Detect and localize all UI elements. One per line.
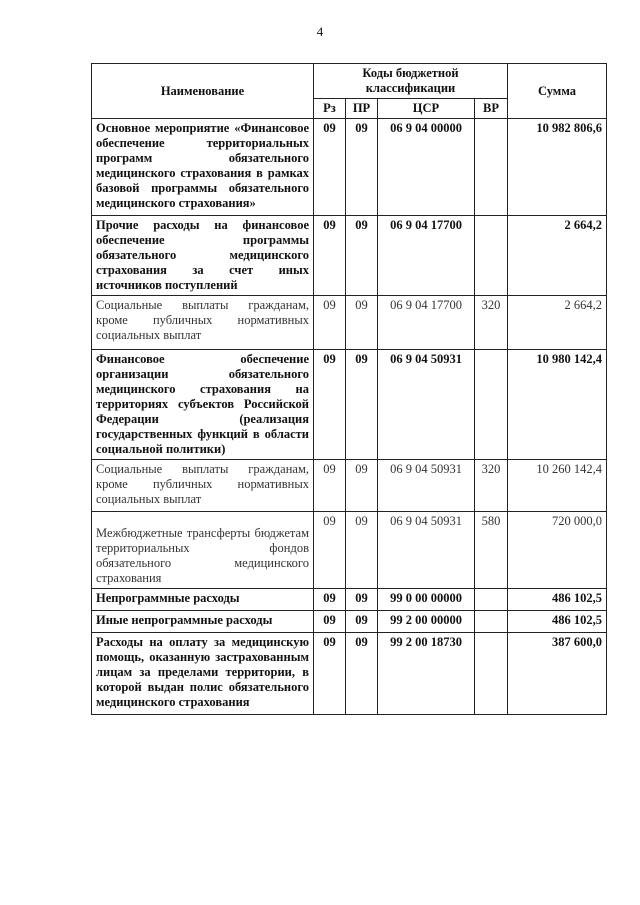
- header-row: [92, 64, 607, 99]
- row-pr: 09: [346, 633, 378, 715]
- row-vr: [475, 216, 508, 296]
- row-sum: 486 102,5: [508, 611, 607, 633]
- row-sum: 10 980 142,4: [508, 350, 607, 460]
- row-csr: 06 9 04 50931: [378, 512, 475, 589]
- row-sum: 720 000,0: [508, 512, 607, 589]
- row-rz: 09: [314, 633, 346, 715]
- row-vr: 580: [475, 512, 508, 589]
- table-row: [92, 633, 607, 715]
- row-sum: 486 102,5: [508, 589, 607, 611]
- row-rz: 09: [314, 589, 346, 611]
- table-row: [92, 611, 607, 633]
- row-name: Основное мероприятие «Финансовое обеспечение территориальных программ обязательного медицинского страхования в рамках базовой программы обязательного медицинского страхования»: [92, 119, 314, 216]
- row-sum: 2 664,2: [508, 216, 607, 296]
- row-pr: 09: [346, 216, 378, 296]
- row-rz: 09: [314, 512, 346, 589]
- header-sum: Сумма: [508, 64, 607, 119]
- page-number: 4: [316, 24, 324, 39]
- row-rz: 09: [314, 216, 346, 296]
- row-sum: 10 982 806,6: [508, 119, 607, 216]
- row-sum: 387 600,0: [508, 633, 607, 715]
- row-csr: 06 9 04 17700: [378, 216, 475, 296]
- row-name: Межбюджетные трансферты бюджетам территориальных фондов обязательного медицинского страхования: [92, 512, 314, 589]
- row-name: Расходы на оплату за медицинскую помощь, оказанную застрахованным лицам за пределами территории, в которой выдан полис обязательного медицинского страхования: [92, 633, 314, 715]
- row-pr: 09: [346, 119, 378, 216]
- table-row: [92, 460, 607, 512]
- header-name: Наименование: [92, 64, 314, 119]
- row-csr: 99 2 00 00000: [378, 611, 475, 633]
- row-vr: [475, 350, 508, 460]
- row-vr: 320: [475, 460, 508, 512]
- row-rz: 09: [314, 119, 346, 216]
- row-pr: 09: [346, 460, 378, 512]
- table-row: [92, 350, 607, 460]
- row-pr: 09: [346, 350, 378, 460]
- row-rz: 09: [314, 296, 346, 350]
- header-vr: ВР: [475, 99, 508, 119]
- table-row: [92, 296, 607, 350]
- row-vr: [475, 633, 508, 715]
- row-name: Иные непрограммные расходы: [92, 611, 314, 633]
- row-rz: 09: [314, 350, 346, 460]
- row-csr: 06 9 04 50931: [378, 350, 475, 460]
- header-rz: Рз: [314, 99, 346, 119]
- row-vr: 320: [475, 296, 508, 350]
- table-row: [92, 589, 607, 611]
- row-csr: 06 9 04 00000: [378, 119, 475, 216]
- header-codes: Коды бюджетной классификации: [314, 64, 508, 99]
- row-vr: [475, 119, 508, 216]
- row-rz: 09: [314, 611, 346, 633]
- table-row: [92, 119, 607, 216]
- row-sum: 2 664,2: [508, 296, 607, 350]
- row-csr: 06 9 04 50931: [378, 460, 475, 512]
- row-pr: 09: [346, 296, 378, 350]
- row-rz: 09: [314, 460, 346, 512]
- budget-table: [91, 63, 607, 715]
- header-csr: ЦСР: [378, 99, 475, 119]
- row-pr: 09: [346, 512, 378, 589]
- row-name: Непрограммные расходы: [92, 589, 314, 611]
- row-sum: 10 260 142,4: [508, 460, 607, 512]
- row-pr: 09: [346, 589, 378, 611]
- row-vr: [475, 589, 508, 611]
- table-row: [92, 512, 607, 589]
- row-csr: 06 9 04 17700: [378, 296, 475, 350]
- row-vr: [475, 611, 508, 633]
- row-name: Социальные выплаты гражданам, кроме публичных нормативных социальных выплат: [92, 460, 314, 512]
- row-name: Социальные выплаты гражданам, кроме публичных нормативных социальных выплат: [92, 296, 314, 350]
- row-name: Финансовое обеспечение организации обязательного медицинского страхования на территориях субъектов Российской Федерации (реализация государственных функций в области социальной политики): [92, 350, 314, 460]
- row-csr: 99 0 00 00000: [378, 589, 475, 611]
- table-row: [92, 216, 607, 296]
- row-pr: 09: [346, 611, 378, 633]
- header-pr: ПР: [346, 99, 378, 119]
- row-name: Прочие расходы на финансовое обеспечение программы обязательного медицинского страхования за счет иных источников поступлений: [92, 216, 314, 296]
- row-csr: 99 2 00 18730: [378, 633, 475, 715]
